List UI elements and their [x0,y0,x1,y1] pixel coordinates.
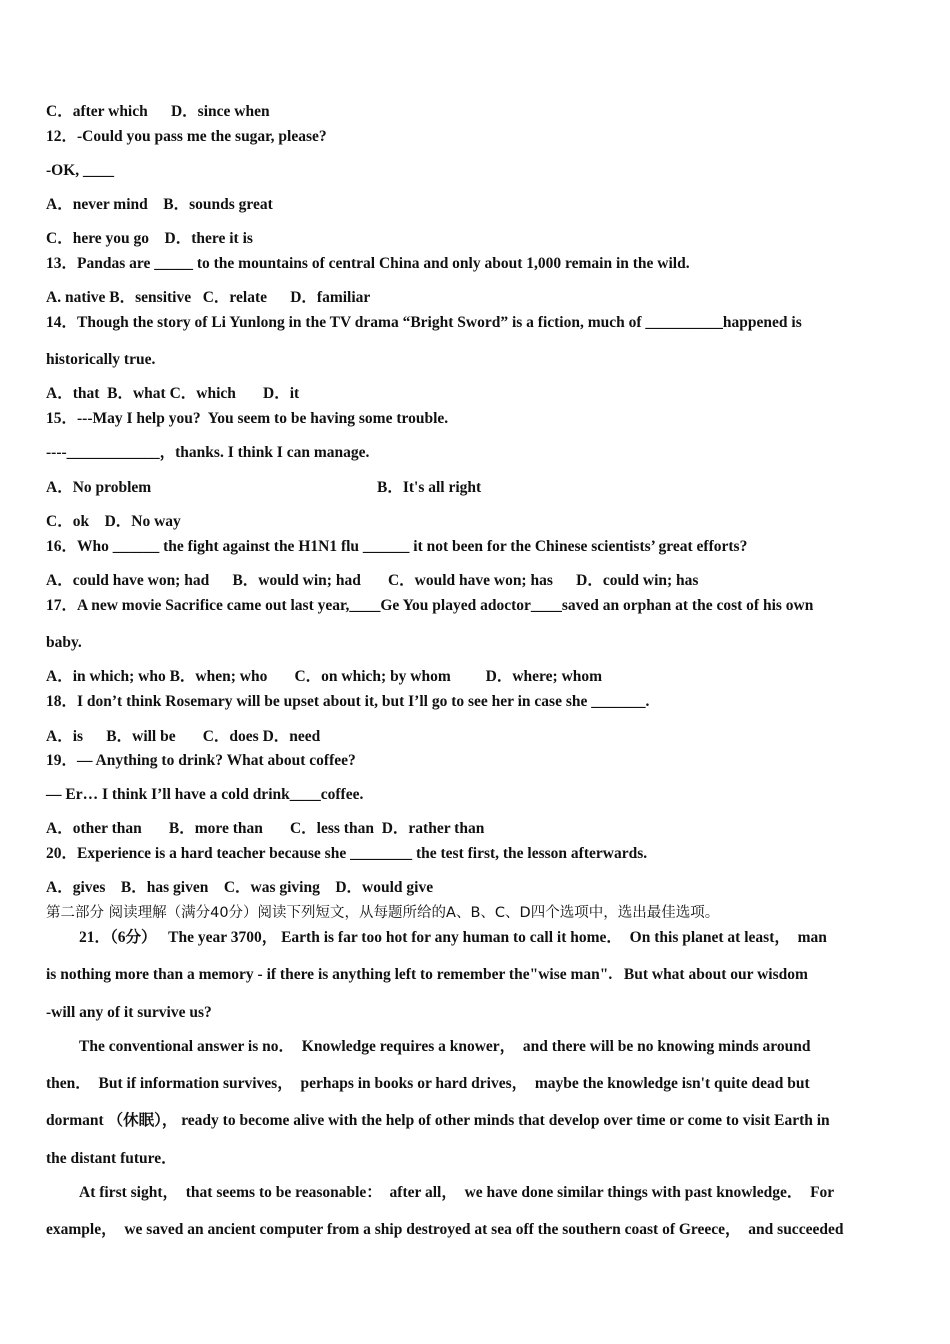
q14-stem: 14．Though the story of Li Yunlong in the TV drama “Bright Sword” is a fiction, much of __________happened is [46,314,802,331]
passage-line: then． But if information survives， perhaps in books or hard drives， maybe the knowledge isn't quite dead but [46,1075,810,1092]
passage-line: example， we saved an ancient computer from a ship destroyed at sea off the southern coast of Greece， and succeeded [46,1221,844,1238]
q14-options: A．that B．what C．which D．it [46,385,300,402]
q17-options: A．in which; who B．when; who C．on which; by whom D．where; whom [46,668,603,685]
q15-options-cd: C．ok D．No way [46,513,181,530]
passage-line: -will any of it survive us? [46,1004,212,1021]
passage-line: 21．（6分） The year 3700， Earth is far too hot for any human to call it home． On this planet at least， man [79,929,827,946]
q17-stem-cont: baby. [46,634,82,651]
q12-options-cd: C．here you go D．there it is [46,230,253,247]
q15-option-a: A．No problem [46,479,152,496]
q15-stem: 15．---May I help you? You seem to be having some trouble. [46,410,449,427]
q11-options-cd: C．after which D．since when [46,103,270,120]
passage-line: At first sight， that seems to be reasonable： after all， we have done similar things with past knowledge． For [79,1184,835,1201]
q20-stem: 20．Experience is a hard teacher because she ________ the test first, the lesson afterwards. [46,845,648,862]
q16-options: A．could have won; had B．would win; had C．would have won; has D．could win; has [46,572,699,589]
q17-stem: 17．A new movie Sacrifice came out last year,____Ge You played adoctor____saved an orphan at the cost of his own [46,597,814,614]
q19-options: A．other than B．more than C．less than D．rather than [46,820,485,837]
passage-line: is nothing more than a memory - if there is anything left to remember the"wise man". But what about our wisdom [46,966,808,983]
q12-options-ab: A．never mind B．sounds great [46,196,273,213]
q16-stem: 16．Who ______ the fight against the H1N1 flu ______ it not been for the Chinese scientists’ great efforts? [46,538,748,555]
passage-line: dormant （休眠）， ready to become alive with the help of other minds that develop over time or come to visit Earth in [46,1112,830,1129]
q15-option-b: B．It's all right [377,479,482,496]
passage-line: The conventional answer is no． Knowledge requires a knower， and there will be no knowing minds around [79,1038,811,1055]
q20-options: A．gives B．has given C．was giving D．would give [46,879,434,896]
q13-options: A. native B．sensitive C．relate D．familiar [46,289,371,306]
q12-stem: 12．-Could you pass me the sugar, please? [46,128,327,145]
q19-stem: 19．— Anything to drink? What about coffee? [46,752,356,769]
q12-reply: -OK, ____ [46,162,115,179]
q13-stem: 13．Pandas are _____ to the mountains of central China and only about 1,000 remain in the wild. [46,255,690,272]
q19-reply: — Er… I think I’ll have a cold drink____coffee. [46,786,364,803]
section-heading: 第二部分 阅读理解（满分40分）阅读下列短文，从每题所给的A、B、C、D四个选项中，选出最佳选项。 [46,905,720,921]
q15-reply: ----____________，thanks. I think I can manage. [46,444,370,461]
q18-options: A．is B．will be C．does D．need [46,728,321,745]
passage-line: the distant future． [46,1150,177,1167]
q18-stem: 18．I don’t think Rosemary will be upset about it, but I’ll go to see her in case she _______. [46,693,650,710]
q14-stem-cont: historically true. [46,351,156,368]
